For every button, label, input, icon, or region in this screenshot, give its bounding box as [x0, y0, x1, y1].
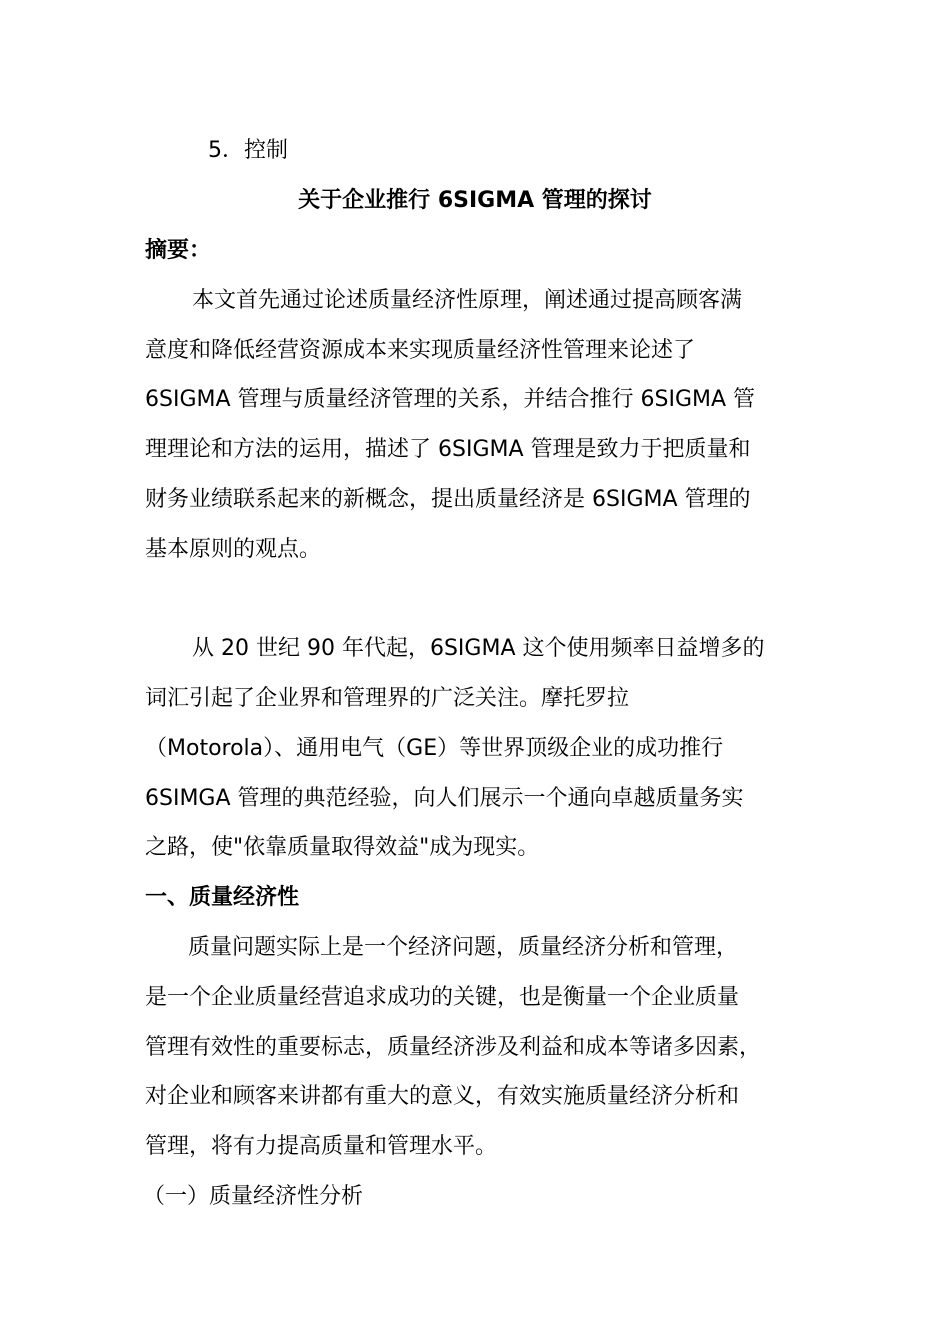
- abstract-line: 意度和降低经营资源成本来实现质量经济性管理来论述了: [145, 338, 696, 363]
- section-heading: 一、质量经济性: [145, 885, 300, 910]
- section-line: 是一个企业质量经营追求成功的关键，也是衡量一个企业质量: [145, 985, 740, 1010]
- document-title: 关于企业推行 6SIGMA 管理的探讨: [298, 188, 652, 213]
- subsection-heading: （一）质量经济性分析: [143, 1184, 364, 1209]
- abstract-line: 本文首先通过论述质量经济性原理，阐述通过提高顾客满: [192, 288, 743, 313]
- item-heading: 5．控制: [208, 138, 288, 163]
- intro-line: 从 20 世纪 90 年代起，6SIGMA 这个使用频率日益增多的: [192, 636, 765, 661]
- section-line: 管理，将有力提高质量和管理水平。: [145, 1134, 498, 1159]
- abstract-line: 理理论和方法的运用，描述了 6SIGMA 管理是致力于把质量和: [145, 437, 751, 462]
- abstract-line: 财务业绩联系起来的新概念，提出质量经济是 6SIGMA 管理的: [145, 487, 751, 512]
- abstract-heading: 摘要：: [145, 238, 212, 263]
- section-line: 质量问题实际上是一个经济问题，质量经济分析和管理，: [188, 935, 739, 960]
- intro-line: 6SIMGA 管理的典范经验，向人们展示一个通向卓越质量务实: [145, 786, 744, 811]
- intro-line: （Motorola）、通用电气（GE）等世界顶级企业的成功推行: [145, 736, 724, 761]
- abstract-line: 6SIGMA 管理与质量经济管理的关系，并结合推行 6SIGMA 管: [145, 387, 756, 412]
- intro-line: 之路，使"依靠质量取得效益"成为现实。: [145, 835, 540, 860]
- section-line: 对企业和顾客来讲都有重大的意义，有效实施质量经济分析和: [145, 1084, 740, 1109]
- intro-line: 词汇引起了企业界和管理界的广泛关注。摩托罗拉: [145, 686, 630, 711]
- section-line: 管理有效性的重要标志，质量经济涉及利益和成本等诸多因素，: [145, 1035, 762, 1060]
- abstract-line: 基本原则的观点。: [145, 537, 322, 562]
